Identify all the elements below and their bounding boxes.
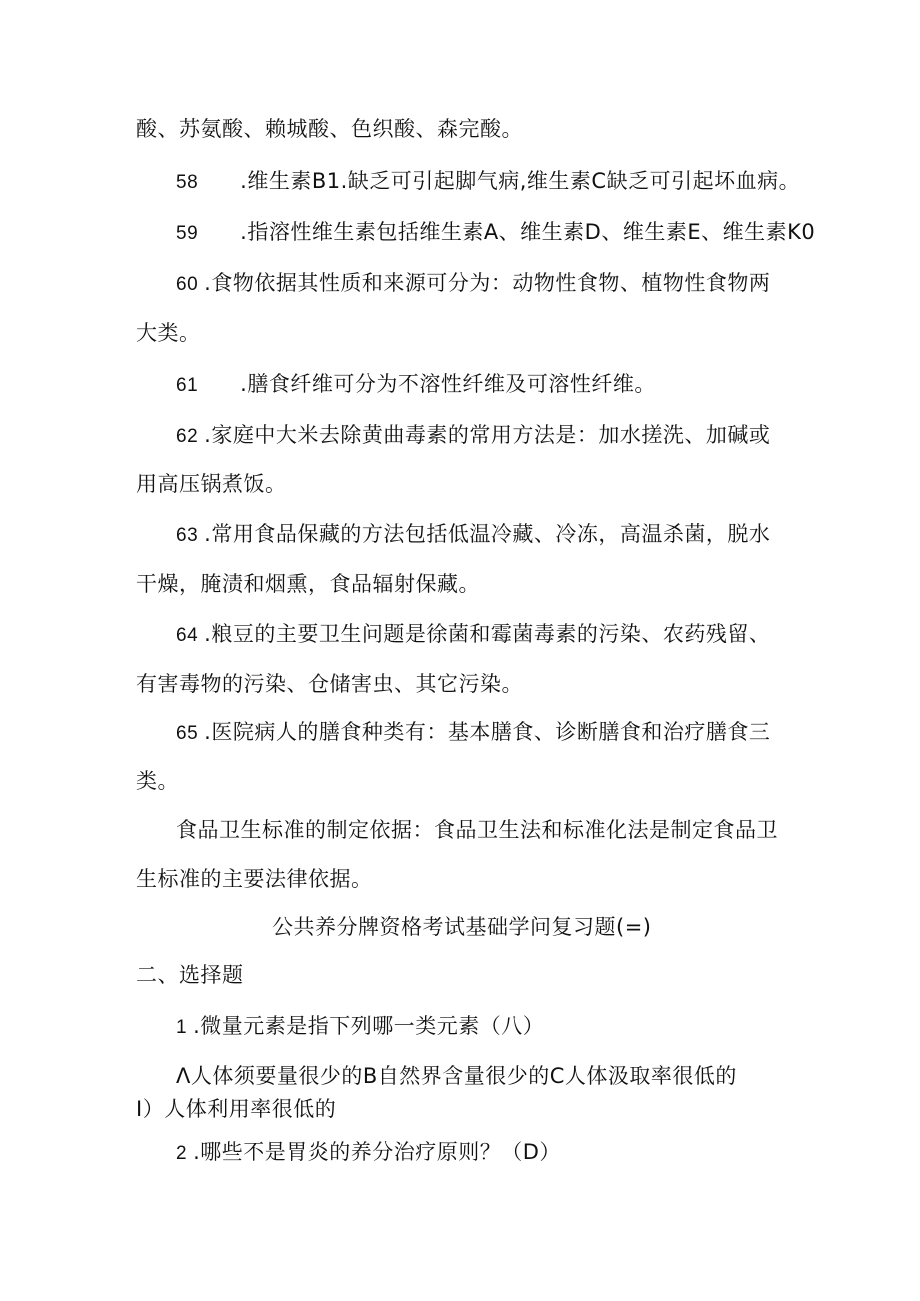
standard-note-text: 生标准的主要法律依据。 <box>136 867 373 891</box>
item-65 <box>176 717 770 749</box>
item-59 <box>176 217 815 249</box>
question-2 <box>176 1137 561 1169</box>
item-text: .指溶性维生素包括维生素A、维生素D、维生素E、维生素K0 <box>240 220 816 244</box>
question-text: .微量元素是指下列哪一类元素（八） <box>193 1014 545 1038</box>
question-option-text: Λ人体须要量很少的B自然界含量很少的C人体汲取率很低的 <box>176 1064 737 1088</box>
question-1-options <box>176 1061 737 1091</box>
item-text: .食物依据其性质和来源可分为：动物性食物、植物性食物两 <box>204 271 771 295</box>
item-number: 64 <box>176 625 199 646</box>
item-number: 65 <box>176 723 199 744</box>
item-text: .粮豆的主要卫生问题是徐菌和霉菌毒素的污染、农药残留、 <box>204 622 771 646</box>
section-title <box>272 912 651 942</box>
item-text: 类。 <box>136 769 179 793</box>
section-title-text: 公共养分牌资格考试基础学问复习题(=) <box>272 915 652 939</box>
item-65-line-2 <box>136 766 179 796</box>
item-text: 有害毒物的污染、仓储害虫、其它污染。 <box>136 672 523 696</box>
item-63-line-2 <box>136 569 480 599</box>
item-text: .常用食品保藏的方法包括低温冷藏、冷冻，高温杀菌，脱水 <box>204 522 771 546</box>
item-text: .家庭中大米去除黄曲毒素的常用方法是：加水搓洗、加碱或 <box>204 423 771 447</box>
item-text: 酸、苏氨酸、赖城酸、色织酸、森完酸。 <box>136 117 523 141</box>
item-60-line-2 <box>136 318 201 348</box>
item-number: 63 <box>176 525 199 546</box>
item-63 <box>176 519 770 551</box>
question-number: 2 <box>176 1143 188 1164</box>
section-heading-text: 二、选择题 <box>136 963 244 987</box>
item-62 <box>176 420 770 452</box>
item-64-line-2 <box>136 669 523 699</box>
question-1-options-line-2 <box>136 1094 336 1124</box>
item-57-continuation <box>136 114 523 144</box>
item-text: 用高压锅煮饭。 <box>136 472 287 496</box>
item-64 <box>176 619 770 651</box>
standard-note <box>176 815 778 845</box>
item-60 <box>176 268 770 300</box>
item-text: .膳食纤维可分为不溶性纤维及可溶性纤维。 <box>240 372 656 396</box>
section-heading <box>136 960 244 990</box>
item-text: .医院病人的膳食种类有：基本膳食、诊断膳食和治疗膳食三 <box>204 720 771 744</box>
question-text: .哪些不是胃炎的养分治疗原则？（D） <box>193 1140 561 1164</box>
standard-note-line-2 <box>136 864 373 894</box>
item-61 <box>176 369 656 401</box>
item-text: .维生素B1.缺乏可引起脚气病,维生素C缺乏可引起坏血病。 <box>240 169 801 193</box>
question-1 <box>176 1011 544 1043</box>
item-text: 大类。 <box>136 321 201 345</box>
question-number: 1 <box>176 1017 188 1038</box>
item-number: 61 <box>176 375 199 396</box>
item-number: 60 <box>176 274 199 295</box>
question-option-text: I）人体利用率很低的 <box>136 1097 337 1121</box>
item-number: 58 <box>176 172 199 193</box>
item-number: 62 <box>176 426 199 447</box>
item-62-line-2 <box>136 469 287 499</box>
standard-note-text: 食品卫生标准的制定依据：食品卫生法和标准化法是制定食品卫 <box>176 818 778 842</box>
item-number: 59 <box>176 223 199 244</box>
item-text: 干燥，腌渍和烟熏，食品辐射保藏。 <box>136 572 480 596</box>
item-58 <box>176 166 800 198</box>
